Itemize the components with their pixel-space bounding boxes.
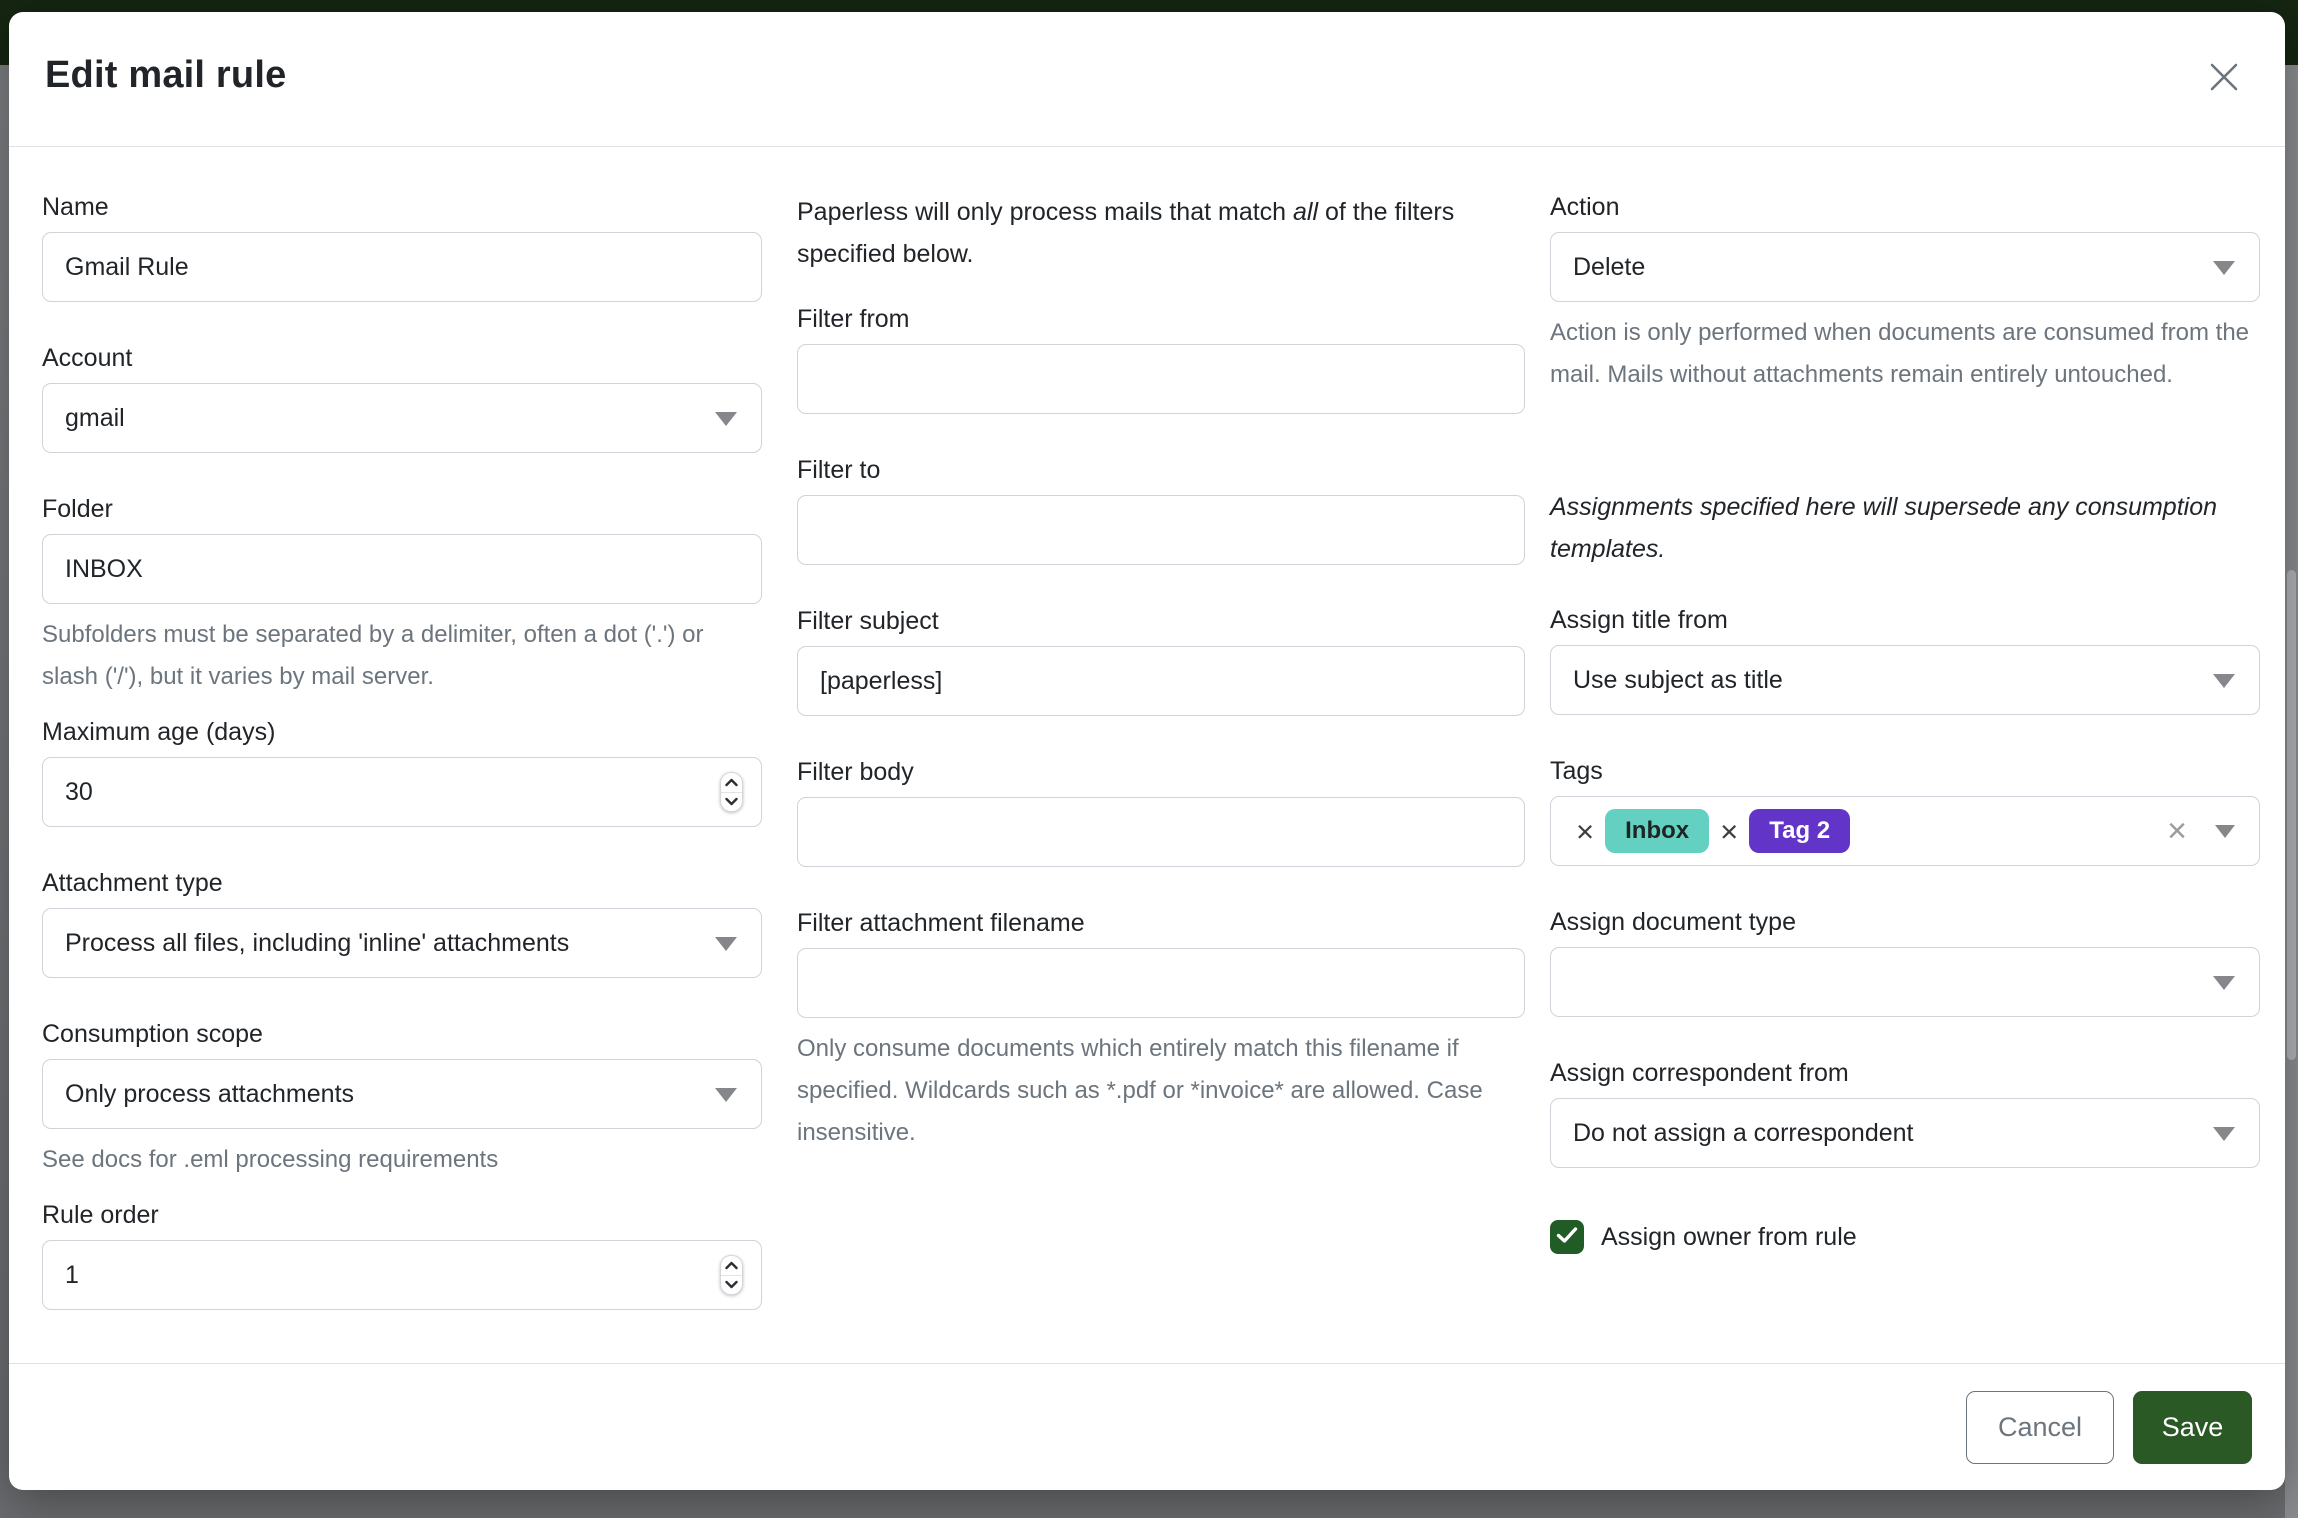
- chevron-down-icon: [2213, 261, 2235, 275]
- filters-note: Paperless will only process mails that match all of the filters specified below.: [797, 198, 1455, 268]
- attachment-type-label: Attachment type: [42, 869, 223, 897]
- attachment-type-select[interactable]: [42, 908, 762, 978]
- clear-all-icon[interactable]: ×: [2167, 812, 2187, 850]
- filter-attachment-filename-help: Only consume documents which entirely match this filename if specified. Wildcards such as *.pdf or *invoice* are allowed. Case insensitive.: [797, 1035, 1483, 1146]
- field-filter-body: [797, 756, 1525, 867]
- assign-document-type-select[interactable]: [1550, 947, 2260, 1017]
- assign-title-from-label: Assign title from: [1550, 606, 1728, 634]
- filter-from-input[interactable]: [797, 344, 1525, 414]
- stepper-down-icon[interactable]: [721, 793, 742, 812]
- field-assign-document-type: [1550, 906, 2260, 1017]
- action-select[interactable]: [1550, 232, 2260, 302]
- column-actions: [1550, 147, 2260, 1254]
- modal-header: [9, 12, 2285, 147]
- tags-label: Tags: [1550, 757, 1603, 785]
- chevron-down-icon: [2215, 825, 2235, 838]
- name-input[interactable]: [42, 232, 762, 302]
- edit-mail-rule-modal: [9, 12, 2285, 1490]
- filter-to-label: Filter to: [797, 456, 881, 484]
- consumption-scope-select[interactable]: [42, 1059, 762, 1129]
- filter-to-input[interactable]: [797, 495, 1525, 565]
- tag-item: [1565, 809, 1709, 853]
- close-button[interactable]: [2196, 50, 2252, 106]
- field-attachment-type: [42, 867, 762, 978]
- field-consumption-scope: [42, 1018, 762, 1181]
- chevron-down-icon: [715, 412, 737, 426]
- maximum-age-label: Maximum age (days): [42, 718, 276, 746]
- attachment-type-select-value: Process all files, including 'inline' attachments: [65, 928, 570, 957]
- column-filters: [797, 147, 1525, 1172]
- field-filter-to: [797, 454, 1525, 565]
- folder-help: Subfolders must be separated by a delimiter, often a dot ('.') or slash ('/'), but it varies by mail server.: [42, 621, 704, 690]
- tag-chip-inbox: Inbox: [1605, 809, 1709, 853]
- consumption-scope-help: See docs for .eml processing requirements: [42, 1146, 499, 1173]
- rule-order-input[interactable]: [42, 1240, 762, 1310]
- consumption-scope-select-value: Only process attachments: [65, 1079, 355, 1108]
- folder-label: Folder: [42, 495, 113, 523]
- maximum-age-stepper[interactable]: [720, 772, 743, 812]
- name-label: Name: [42, 193, 109, 221]
- filter-from-label: Filter from: [797, 305, 910, 333]
- field-assign-owner: [1550, 1220, 2260, 1254]
- action-label: Action: [1550, 193, 1620, 221]
- field-maximum-age: [42, 716, 762, 827]
- modal-title: Edit mail rule: [45, 54, 287, 96]
- chevron-down-icon: [715, 1088, 737, 1102]
- account-select-value: gmail: [65, 403, 125, 432]
- folder-input[interactable]: [42, 534, 762, 604]
- tags-controls: [2167, 797, 2235, 865]
- cancel-button[interactable]: Cancel: [1966, 1391, 2114, 1464]
- column-general: [42, 147, 762, 1350]
- filter-body-label: Filter body: [797, 758, 914, 786]
- maximum-age-value: 30: [65, 777, 93, 806]
- tag-chip-tag2: Tag 2: [1749, 809, 1850, 853]
- assignments-note: Assignments specified here will supersede any consumption templates.: [1550, 493, 2218, 563]
- field-filter-attachment-filename: [797, 907, 1525, 1154]
- rule-order-value: 1: [65, 1260, 79, 1289]
- page-scrollbar-thumb[interactable]: [2287, 570, 2296, 1060]
- assign-correspondent-from-label: Assign correspondent from: [1550, 1059, 1849, 1087]
- chevron-down-icon: [2213, 1127, 2235, 1141]
- chevron-down-icon: [2213, 976, 2235, 990]
- assign-document-type-label: Assign document type: [1550, 908, 1796, 936]
- field-folder: [42, 493, 762, 698]
- field-assign-correspondent-from: [1550, 1057, 2260, 1168]
- field-rule-order: [42, 1199, 762, 1310]
- filter-body-input[interactable]: [797, 797, 1525, 867]
- field-action: [1550, 191, 2260, 396]
- field-filter-from: [797, 303, 1525, 414]
- chevron-down-icon: [715, 937, 737, 951]
- assign-owner-label: Assign owner from rule: [1601, 1222, 1857, 1251]
- checkmark-icon: [1556, 1226, 1578, 1249]
- close-icon: [2206, 59, 2242, 98]
- account-select[interactable]: [42, 383, 762, 453]
- rule-order-label: Rule order: [42, 1201, 159, 1229]
- chevron-down-icon: [2213, 674, 2235, 688]
- stepper-up-icon[interactable]: [721, 773, 742, 793]
- remove-tag-icon[interactable]: ×: [1709, 816, 1749, 847]
- field-name: [42, 191, 762, 302]
- maximum-age-input[interactable]: [42, 757, 762, 827]
- filter-attachment-filename-input[interactable]: [797, 948, 1525, 1018]
- assign-owner-checkbox[interactable]: [1550, 1220, 1584, 1254]
- field-account: [42, 342, 762, 453]
- field-tags: [1550, 755, 2260, 866]
- tags-multiselect[interactable]: [1550, 796, 2260, 866]
- save-button[interactable]: Save: [2133, 1391, 2252, 1464]
- modal-footer: [9, 1363, 2285, 1490]
- stepper-up-icon[interactable]: [721, 1256, 742, 1276]
- tag-item: [1709, 809, 1850, 853]
- assign-correspondent-from-select[interactable]: [1550, 1098, 2260, 1168]
- field-assign-title-from: [1550, 604, 2260, 715]
- assign-correspondent-from-select-value: Do not assign a correspondent: [1573, 1118, 1914, 1147]
- field-filter-subject: [797, 605, 1525, 716]
- account-label: Account: [42, 344, 133, 372]
- assign-title-from-select[interactable]: [1550, 645, 2260, 715]
- page-scrollbar[interactable]: [2285, 65, 2298, 1518]
- action-select-value: Delete: [1573, 252, 1646, 281]
- stepper-down-icon[interactable]: [721, 1276, 742, 1295]
- remove-tag-icon[interactable]: ×: [1565, 816, 1605, 847]
- filter-attachment-filename-label: Filter attachment filename: [797, 909, 1085, 937]
- consumption-scope-label: Consumption scope: [42, 1020, 263, 1048]
- action-help: Action is only performed when documents are consumed from the mail. Mails without attachments remain entirely untouched.: [1550, 319, 2250, 388]
- assign-title-from-select-value: Use subject as title: [1573, 665, 1783, 694]
- rule-order-stepper[interactable]: [720, 1255, 743, 1295]
- filter-subject-input[interactable]: [797, 646, 1525, 716]
- filter-subject-label: Filter subject: [797, 607, 939, 635]
